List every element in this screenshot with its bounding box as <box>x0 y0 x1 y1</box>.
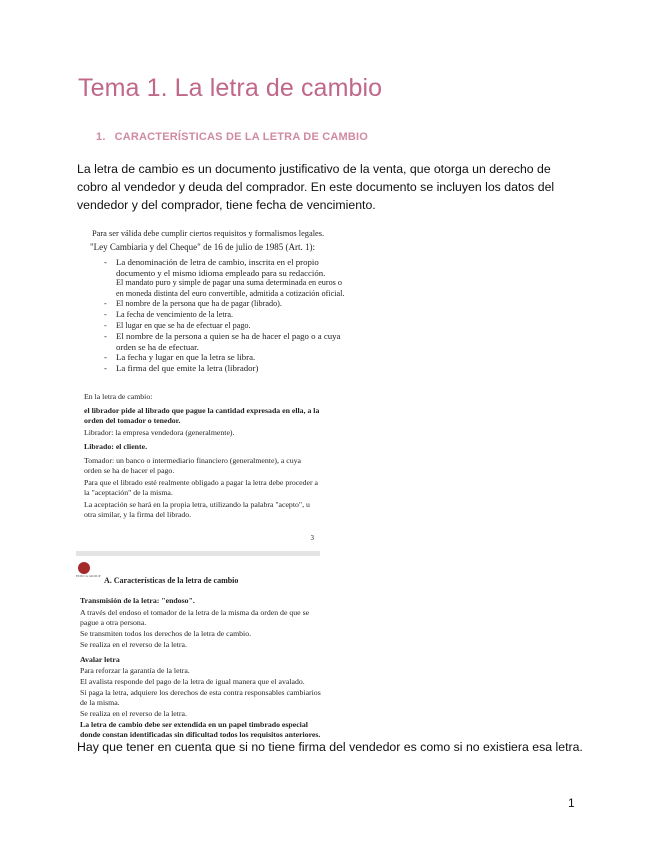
slide-text: Transmisión de la letra: "endoso". <box>80 596 195 605</box>
page-number: 1 <box>568 796 575 810</box>
slide-text: Avalar letra <box>80 655 120 664</box>
requirements-slide <box>80 222 348 382</box>
list-item: - El lugar en que se ha de efectuar el pago. <box>102 321 348 332</box>
slide-text: La aceptación se hará en la propia letra, utilizando la palabra "acepto", u otra similar, y la firma del librado. <box>84 500 310 519</box>
list-item: - El nombre de la persona que ha de pagar (librado). <box>102 299 348 310</box>
list-item: - La fecha de vencimiento de la letra. <box>102 310 348 321</box>
law-reference: "Ley Cambiaria y del Cheque" de 16 de julio de 1985 (Art. 1): <box>90 242 316 252</box>
parties-slide <box>80 388 320 543</box>
document-title: Tema 1. La letra de cambio <box>78 74 383 102</box>
section-heading <box>96 131 368 143</box>
slide-text: El avalista responde del pago de la letra de igual manera que el avalado. <box>80 677 305 686</box>
slide-text: Si paga la letra, adquiere los derechos de esta contra responsables cambiarios de la misma. <box>80 688 321 707</box>
logo-icon <box>78 562 90 574</box>
slide-text: Librador: la empresa vendedora (generalmente). <box>84 428 235 437</box>
slide-heading: A. Características de la letra de cambio <box>104 576 239 585</box>
logo-caption: EDUCA GROUP <box>76 574 101 578</box>
list-item: - La fecha y lugar en que la letra se libra. <box>102 352 348 363</box>
slide-text: La letra de cambio debe ser extendida en un papel timbrado especial donde constan identificadas sin dificultad todos los requisitos anteriores. <box>80 720 321 738</box>
list-item: - El nombre de la persona a quien se ha de hacer el pago o a cuya orden se ha de efectuar. <box>102 331 348 352</box>
section-number: 1. <box>96 131 106 143</box>
slide-text: Librado: el cliente. <box>84 442 148 451</box>
slide-text: Se transmiten todos los derechos de la letra de cambio. <box>80 629 252 638</box>
requirements-list <box>102 257 348 374</box>
requirements-intro: Para ser válida debe cumplir ciertos requisitos y formalismos legales. <box>92 229 325 238</box>
slide-text: el librador pide al librado que pague la cantidad expresada en ella, a la orden del tomador o tenedor. <box>84 406 320 425</box>
slide-text: En la letra de cambio: <box>84 392 153 401</box>
list-item: - La firma del que emite la letra (librador) <box>102 363 348 374</box>
slide-text: Para que el librado esté realmente obligado a pagar la letra debe proceder a la "aceptación" de la misma. <box>84 478 319 497</box>
slide-text: A través del endoso el tomador de la letra de la misma da orden de que se pague a otra persona. <box>80 608 310 627</box>
slide-text: Se realiza en el reverso de la letra. <box>80 709 187 718</box>
section-label: CARACTERÍSTICAS DE LA LETRA DE CAMBIO <box>114 131 369 143</box>
list-item: El mandato puro y simple de pagar una suma determinada en euros o en moneda distinta del euro convertible, admitida a cotización oficial. <box>116 278 345 298</box>
intro-paragraph: La letra de cambio es un documento justificativo de la venta, que otorga un derecho de cobro al vendedor y deuda del comprador. En este documento se incluyen los datos del vendedor y del comprador, tiene fecha de vencimiento. <box>77 162 555 212</box>
slide-divider <box>76 551 320 556</box>
slide-text: Para reforzar la garantía de la letra. <box>80 666 190 675</box>
slide-page-number: 3 <box>310 534 314 542</box>
slide-text: Se realiza en el reverso de la letra. <box>80 640 187 649</box>
slide-text: Tomador: un banco o intermediario financiero (generalmente), a cuya orden se ha de hacer el pago. <box>84 456 302 475</box>
closing-note: Hay que tener en cuenta que si no tiene firma del vendedor es como si no existiera esa letra. <box>77 740 583 754</box>
list-item: - La denominación de letra de cambio, inscrita en el propio documento y el mismo idioma empleado para su redacción. <box>102 257 348 278</box>
endorsement-slide <box>76 558 324 738</box>
